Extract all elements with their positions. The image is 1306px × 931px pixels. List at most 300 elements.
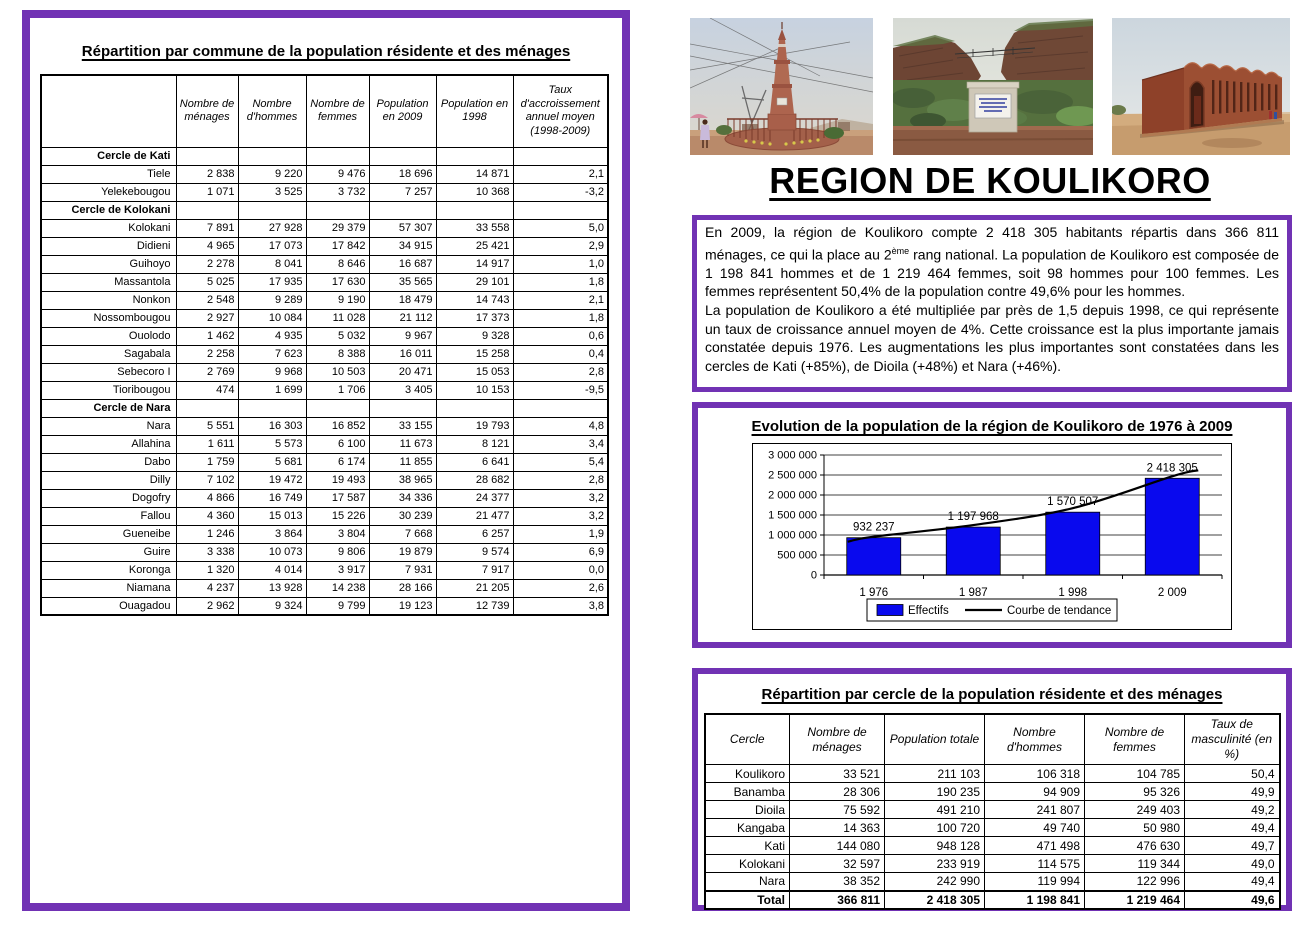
- row-label: Gueneibe: [41, 525, 176, 543]
- cell-value: 476 630: [1085, 837, 1185, 855]
- cercle-data-row: [705, 855, 1280, 873]
- column-header: Population en 2009: [369, 75, 436, 147]
- cell-value: 106 318: [985, 765, 1085, 783]
- cell-value: -9,5: [513, 381, 608, 399]
- cell-value: Dioila: [705, 801, 790, 819]
- cell-value: 10 073: [238, 543, 306, 561]
- cercle-data-row: [705, 837, 1280, 855]
- cell-value: [306, 399, 369, 417]
- cell-value: -3,2: [513, 183, 608, 201]
- cell-value: 49,0: [1185, 855, 1280, 873]
- row-label: Cercle de Nara: [41, 399, 176, 417]
- commune-data-row: [41, 561, 608, 579]
- cell-value: [369, 399, 436, 417]
- commune-data-row: [41, 363, 608, 381]
- monument-photo-graphic: [690, 18, 873, 155]
- commune-data-row: [41, 579, 608, 597]
- legend-bar-swatch: [877, 605, 903, 616]
- cell-value: 7 257: [369, 183, 436, 201]
- commune-data-row: [41, 327, 608, 345]
- cell-value: 3,2: [513, 507, 608, 525]
- column-header: Population totale: [885, 714, 985, 765]
- intro-text-box: [692, 215, 1292, 392]
- cell-value: 14 743: [436, 291, 513, 309]
- cell-value: 28 306: [790, 783, 885, 801]
- commune-data-row: [41, 417, 608, 435]
- plaque: [777, 98, 787, 105]
- cell-value: 16 303: [238, 417, 306, 435]
- row-label: Sagabala: [41, 345, 176, 363]
- row-label: Nara: [41, 417, 176, 435]
- cell-value: 9 476: [306, 165, 369, 183]
- cell-value: 12 739: [436, 597, 513, 615]
- cell-value: [436, 399, 513, 417]
- cell-value: 6 641: [436, 453, 513, 471]
- cell-value: 11 855: [369, 453, 436, 471]
- cell-value: [306, 147, 369, 165]
- row-label: Allahina: [41, 435, 176, 453]
- y-axis-label: 1 000 000: [768, 529, 817, 542]
- door: [1194, 96, 1201, 124]
- row-label: Kolokani: [41, 219, 176, 237]
- cell-value: 30 239: [369, 507, 436, 525]
- cell-value: 2,1: [513, 291, 608, 309]
- commune-table-header-row: [41, 75, 608, 147]
- cell-value: [238, 147, 306, 165]
- cercle-group-row: [41, 201, 608, 219]
- cell-value: 17 073: [238, 237, 306, 255]
- cell-value: 2 927: [176, 309, 238, 327]
- cell-value: 18 479: [369, 291, 436, 309]
- commune-data-row: [41, 597, 608, 615]
- cell-value: 15 226: [306, 507, 369, 525]
- cell-value: [369, 147, 436, 165]
- commune-data-row: [41, 237, 608, 255]
- cell-value: 49,4: [1185, 819, 1280, 837]
- cell-value: 4 935: [238, 327, 306, 345]
- cell-value: 7 623: [238, 345, 306, 363]
- cell-value: 5,0: [513, 219, 608, 237]
- commune-data-row: [41, 345, 608, 363]
- cell-value: 3 732: [306, 183, 369, 201]
- cell-value: 1 246: [176, 525, 238, 543]
- cell-value: 0,0: [513, 561, 608, 579]
- cell-value: 144 080: [790, 837, 885, 855]
- cell-value: 8 388: [306, 345, 369, 363]
- page-title: REGION DE KOULIKORO: [769, 160, 1211, 201]
- cell-value: 5 551: [176, 417, 238, 435]
- cell-value: 6 100: [306, 435, 369, 453]
- valley-photo-graphic: [893, 18, 1093, 155]
- cell-value: 4 965: [176, 237, 238, 255]
- column-header: Nombre de femmes: [1085, 714, 1185, 765]
- cell-value: [176, 399, 238, 417]
- cell-value: [238, 399, 306, 417]
- cell-value: 4 866: [176, 489, 238, 507]
- cell-value: Nara: [705, 873, 790, 891]
- cell-value: 18 696: [369, 165, 436, 183]
- cell-value: Kangaba: [705, 819, 790, 837]
- cell-value: 9 968: [238, 363, 306, 381]
- cercle-data-row: [705, 819, 1280, 837]
- row-label: Koronga: [41, 561, 176, 579]
- y-axis-label: 500 000: [777, 549, 817, 562]
- bar-value-label: 932 237: [852, 521, 895, 534]
- cell-value: 1 219 464: [1085, 891, 1185, 909]
- cell-value: 50,4: [1185, 765, 1280, 783]
- cercle-table-panel: [692, 668, 1292, 911]
- column-header: Nombre d'hommes: [238, 75, 306, 147]
- cell-value: Koulikoro: [705, 765, 790, 783]
- cercle-data-row: [705, 765, 1280, 783]
- cell-value: 2,1: [513, 165, 608, 183]
- cell-value: 1,8: [513, 309, 608, 327]
- y-axis-label: 2 000 000: [768, 489, 817, 502]
- commune-table-panel: [22, 10, 630, 911]
- cell-value: 3 338: [176, 543, 238, 561]
- row-label: Dabo: [41, 453, 176, 471]
- cell-value: 4 360: [176, 507, 238, 525]
- cell-value: 16 749: [238, 489, 306, 507]
- cell-value: 95 326: [1085, 783, 1185, 801]
- cell-value: [513, 201, 608, 219]
- cell-value: 57 307: [369, 219, 436, 237]
- cell-value: 6 174: [306, 453, 369, 471]
- cell-value: 28 682: [436, 471, 513, 489]
- cell-value: [436, 201, 513, 219]
- cercle-group-row: [41, 399, 608, 417]
- bush: [824, 127, 844, 139]
- cell-value: 366 811: [790, 891, 885, 909]
- photo-brick-building: [1112, 18, 1290, 155]
- cell-value: 9 190: [306, 291, 369, 309]
- cell-value: 5 573: [238, 435, 306, 453]
- row-label: Cercle de Kolokani: [41, 201, 176, 219]
- commune-data-row: [41, 507, 608, 525]
- row-label: Tioribougou: [41, 381, 176, 399]
- monument-platform: [725, 128, 839, 150]
- dirt-streak: [893, 139, 1093, 140]
- cell-value: 491 210: [885, 801, 985, 819]
- cell-value: 49,4: [1185, 873, 1280, 891]
- cell-value: 1 071: [176, 183, 238, 201]
- photo-monument: [690, 18, 873, 155]
- cell-value: 9 220: [238, 165, 306, 183]
- x-axis-label: 1 998: [1058, 587, 1088, 599]
- cell-value: [238, 201, 306, 219]
- commune-data-row: [41, 471, 608, 489]
- cell-value: Banamba: [705, 783, 790, 801]
- cell-value: 6,9: [513, 543, 608, 561]
- population-evolution-chart: [752, 443, 1232, 635]
- cell-value: 7 102: [176, 471, 238, 489]
- x-axis-label: 1 976: [859, 587, 889, 599]
- cell-value: 19 493: [306, 471, 369, 489]
- cell-value: 471 498: [985, 837, 1085, 855]
- cell-value: 49,7: [1185, 837, 1280, 855]
- cell-value: 17 630: [306, 273, 369, 291]
- cercle-data-row: [705, 783, 1280, 801]
- cell-value: 3 405: [369, 381, 436, 399]
- cell-value: 104 785: [1085, 765, 1185, 783]
- cell-value: 34 915: [369, 237, 436, 255]
- cell-value: 24 377: [436, 489, 513, 507]
- cell-value: 3,8: [513, 597, 608, 615]
- cell-value: 3 804: [306, 525, 369, 543]
- cell-value: 17 935: [238, 273, 306, 291]
- cell-value: 16 011: [369, 345, 436, 363]
- building-photo-graphic: [1112, 18, 1290, 155]
- cell-value: 15 258: [436, 345, 513, 363]
- chart-panel: [692, 402, 1292, 648]
- cell-value: 122 996: [1085, 873, 1185, 891]
- cell-value: 211 103: [885, 765, 985, 783]
- cell-value: Kati: [705, 837, 790, 855]
- cell-value: 8 041: [238, 255, 306, 273]
- cell-value: 10 084: [238, 309, 306, 327]
- cell-value: 3,2: [513, 489, 608, 507]
- cell-value: 14 238: [306, 579, 369, 597]
- cell-value: 1,8: [513, 273, 608, 291]
- cell-value: 2 769: [176, 363, 238, 381]
- cell-value: 4 014: [238, 561, 306, 579]
- cell-value: 1 462: [176, 327, 238, 345]
- cell-value: 21 112: [369, 309, 436, 327]
- cell-value: 35 565: [369, 273, 436, 291]
- bush-2: [716, 125, 732, 135]
- cell-value: 7 917: [436, 561, 513, 579]
- cell-value: 19 123: [369, 597, 436, 615]
- cell-value: 10 368: [436, 183, 513, 201]
- cell-value: 7 668: [369, 525, 436, 543]
- x-axis-label: 2 009: [1157, 587, 1187, 599]
- cell-value: 21 205: [436, 579, 513, 597]
- cell-value: 19 793: [436, 417, 513, 435]
- cell-value: 249 403: [1085, 801, 1185, 819]
- cell-value: 50 980: [1085, 819, 1185, 837]
- cell-value: 2 258: [176, 345, 238, 363]
- cell-value: 7 891: [176, 219, 238, 237]
- cell-value: 1 706: [306, 381, 369, 399]
- chart-title: Evolution de la population de la région de Koulikoro de 1976 à 2009: [751, 418, 1233, 435]
- commune-data-row: [41, 489, 608, 507]
- cell-value: 10 153: [436, 381, 513, 399]
- cell-value: 14 363: [790, 819, 885, 837]
- superscript-eme: ème: [891, 245, 910, 256]
- cell-value: 3,4: [513, 435, 608, 453]
- row-label: Guire: [41, 543, 176, 561]
- cell-value: 29 101: [436, 273, 513, 291]
- cell-value: 9 806: [306, 543, 369, 561]
- photo-valley-sign: [893, 18, 1093, 155]
- sign-monument: [967, 82, 1019, 132]
- cell-value: 19 879: [369, 543, 436, 561]
- commune-data-row: [41, 309, 608, 327]
- cell-value: 9 289: [238, 291, 306, 309]
- y-axis-label: 3 000 000: [768, 449, 817, 462]
- cell-value: 19 472: [238, 471, 306, 489]
- cell-value: 16 687: [369, 255, 436, 273]
- cell-value: 0,4: [513, 345, 608, 363]
- cell-value: 3 525: [238, 183, 306, 201]
- cell-value: 14 871: [436, 165, 513, 183]
- bar-1987: [946, 527, 1000, 575]
- cell-value: 9 799: [306, 597, 369, 615]
- cell-value: 119 994: [985, 873, 1085, 891]
- y-axis-label: 1 500 000: [768, 509, 817, 522]
- cell-value: 4,8: [513, 417, 608, 435]
- cell-value: 5 681: [238, 453, 306, 471]
- cell-value: [513, 147, 608, 165]
- cell-value: 190 235: [885, 783, 985, 801]
- cell-value: [436, 147, 513, 165]
- cell-value: 114 575: [985, 855, 1085, 873]
- cell-value: 100 720: [885, 819, 985, 837]
- cell-value: [176, 201, 238, 219]
- cell-value: 948 128: [885, 837, 985, 855]
- cell-value: 38 965: [369, 471, 436, 489]
- cercle-data-row: [705, 801, 1280, 819]
- y-axis-label: 0: [810, 569, 817, 582]
- commune-data-row: [41, 273, 608, 291]
- cell-value: 1 320: [176, 561, 238, 579]
- cell-value: 49,2: [1185, 801, 1280, 819]
- intro-paragraph-1: En 2009, la région de Koulikoro compte 2 418 305 habitants répartis dans 366 811 ménages, ce qui la place au 2ème rang national. La population de Koulikoro est composée de 1 198 841 hommes et de 1 219 464 femmes, soit 98 hommes pour 100 femmes. Les femmes représentent 50,4% de la population contre 49,6% pour les hommes.: [705, 224, 1280, 300]
- cell-value: 13 928: [238, 579, 306, 597]
- cell-value: 2 838: [176, 165, 238, 183]
- cell-value: 49 740: [985, 819, 1085, 837]
- y-axis-label: 2 500 000: [768, 469, 817, 482]
- cell-value: 242 990: [885, 873, 985, 891]
- commune-data-row: [41, 381, 608, 399]
- commune-table: [40, 74, 609, 616]
- cell-value: 5 032: [306, 327, 369, 345]
- cercle-table-title: Répartition par cercle de la population résidente et des ménages: [761, 686, 1223, 703]
- cell-value: [369, 201, 436, 219]
- cell-value: [176, 147, 238, 165]
- column-header: Nombre de ménages: [790, 714, 885, 765]
- commune-data-row: [41, 435, 608, 453]
- row-label: Massantola: [41, 273, 176, 291]
- cell-value: 21 477: [436, 507, 513, 525]
- commune-data-row: [41, 291, 608, 309]
- cell-value: 2,8: [513, 471, 608, 489]
- column-header: [41, 75, 176, 147]
- cell-value: 25 421: [436, 237, 513, 255]
- cell-value: 5,4: [513, 453, 608, 471]
- cell-value: 9 967: [369, 327, 436, 345]
- cell-value: 27 928: [238, 219, 306, 237]
- cell-value: [513, 399, 608, 417]
- cell-value: 3 864: [238, 525, 306, 543]
- row-label: Tiele: [41, 165, 176, 183]
- cell-value: 2 548: [176, 291, 238, 309]
- column-header: Taux d'accroissement annuel moyen (1998-2009): [513, 75, 608, 147]
- cell-value: 75 592: [790, 801, 885, 819]
- cercle-table-header-row: [705, 714, 1280, 765]
- cell-value: 17 842: [306, 237, 369, 255]
- row-label: Yelekebougou: [41, 183, 176, 201]
- row-label: Nonkon: [41, 291, 176, 309]
- commune-data-row: [41, 165, 608, 183]
- bar-1976: [847, 538, 901, 575]
- cell-value: 7 931: [369, 561, 436, 579]
- commune-data-row: [41, 219, 608, 237]
- cell-value: 1 611: [176, 435, 238, 453]
- commune-data-row: [41, 183, 608, 201]
- cell-value: 474: [176, 381, 238, 399]
- cell-value: 16 852: [306, 417, 369, 435]
- legend-label-effectifs: Effectifs: [908, 605, 949, 617]
- cell-value: 49,6: [1185, 891, 1280, 909]
- column-header: Cercle: [705, 714, 790, 765]
- cell-value: 1,0: [513, 255, 608, 273]
- cell-value: 29 379: [306, 219, 369, 237]
- cercle-group-row: [41, 147, 608, 165]
- row-label: Fallou: [41, 507, 176, 525]
- intro-paragraph-2: La population de Koulikoro a été multipliée par près de 1,5 depuis 1998, ce qui représente un taux de croissance annuel moyen de 4%. Cette croissance est la plus importante jamais constatée depuis 1976. Les augmentations les plus importantes sont constatées dans les cercles de Kati (+85%), de Dioila (+48%) et Nara (+46%).: [705, 302, 1279, 374]
- cell-value: 11 028: [306, 309, 369, 327]
- row-label: Cercle de Kati: [41, 147, 176, 165]
- photo-strip: [690, 18, 1290, 155]
- row-label: Ouagadou: [41, 597, 176, 615]
- cell-value: 9 324: [238, 597, 306, 615]
- cell-value: 233 919: [885, 855, 985, 873]
- commune-data-row: [41, 525, 608, 543]
- cell-value: 38 352: [790, 873, 885, 891]
- commune-data-row: [41, 255, 608, 273]
- row-label: Ouolodo: [41, 327, 176, 345]
- x-axis-label: 1 987: [958, 587, 988, 599]
- cell-value: Total: [705, 891, 790, 909]
- cell-value: 49,9: [1185, 783, 1280, 801]
- chart-svg: [752, 443, 1232, 630]
- column-header: Population en 1998: [436, 75, 513, 147]
- row-label: Dilly: [41, 471, 176, 489]
- column-header: Nombre de ménages: [176, 75, 238, 147]
- cell-value: 15 053: [436, 363, 513, 381]
- cell-value: 2,6: [513, 579, 608, 597]
- cell-value: 2 418 305: [885, 891, 985, 909]
- cell-value: 8 646: [306, 255, 369, 273]
- cell-value: 2 962: [176, 597, 238, 615]
- cell-value: 1 699: [238, 381, 306, 399]
- cell-value: 1,9: [513, 525, 608, 543]
- cercle-data-row: [705, 873, 1280, 891]
- cell-value: [306, 201, 369, 219]
- row-label: Niamana: [41, 579, 176, 597]
- row-label: Guihoyo: [41, 255, 176, 273]
- bar-value-label: 2 418 305: [1146, 462, 1198, 475]
- cell-value: 8 121: [436, 435, 513, 453]
- cell-value: 241 807: [985, 801, 1085, 819]
- cell-value: 32 597: [790, 855, 885, 873]
- row-label: Sebecoro I: [41, 363, 176, 381]
- cell-value: 34 336: [369, 489, 436, 507]
- cell-value: 14 917: [436, 255, 513, 273]
- row-label: Nossombougou: [41, 309, 176, 327]
- commune-table-title: Répartition par commune de la population résidente et des ménages: [81, 43, 571, 60]
- cell-value: 33 558: [436, 219, 513, 237]
- bar-2009: [1145, 478, 1199, 575]
- cell-value: 2 278: [176, 255, 238, 273]
- column-header: Taux de masculinité (en %): [1185, 714, 1280, 765]
- cell-value: 3 917: [306, 561, 369, 579]
- row-label: Dogofry: [41, 489, 176, 507]
- total-row: [705, 891, 1280, 909]
- cell-value: 6 257: [436, 525, 513, 543]
- cell-value: 17 373: [436, 309, 513, 327]
